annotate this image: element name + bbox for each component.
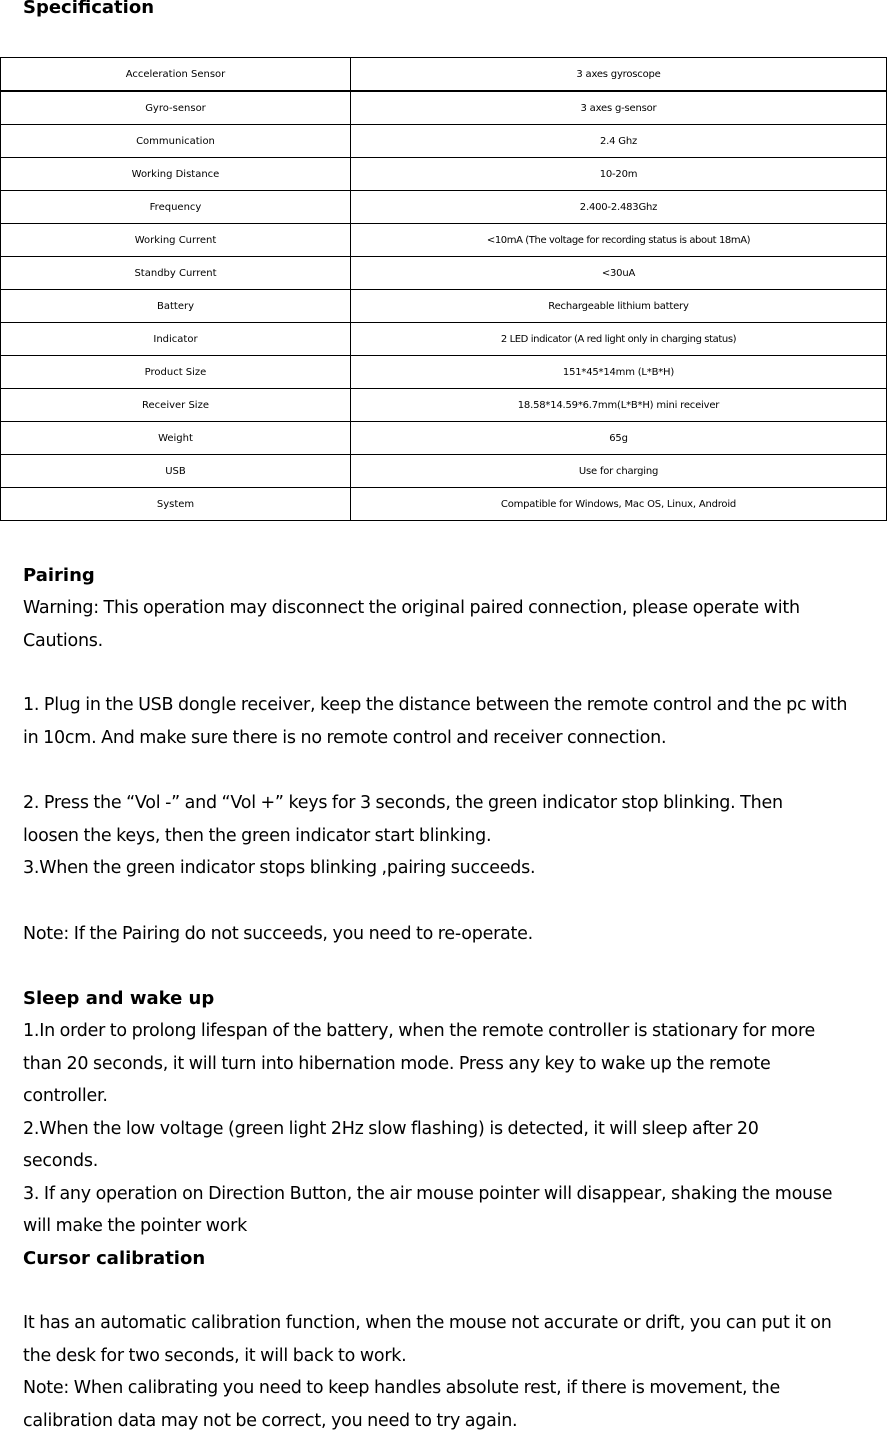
spec-value: 10-20m <box>351 158 887 191</box>
text-line: in 10cm. And make sure there is no remote control and receiver connection. <box>23 722 887 755</box>
table-row <box>1 290 887 323</box>
spec-label: Product Size <box>1 356 351 389</box>
text-line: It has an automatic calibration function, when the mouse not accurate or drift, you can put it on <box>23 1307 887 1340</box>
table-row <box>1 224 887 257</box>
spec-value: 18.58*14.59*6.7mm(L*B*H) mini receiver <box>351 389 887 422</box>
spec-label: Acceleration Sensor <box>1 58 351 92</box>
spec-value: Compatible for Windows, Mac OS, Linux, Android <box>351 488 887 521</box>
spec-label: Frequency <box>1 191 351 224</box>
table-row <box>1 158 887 191</box>
spec-value: <30uA <box>351 257 887 290</box>
specification-heading: Specification <box>23 0 154 19</box>
text-line: controller. <box>23 1080 887 1113</box>
pairing-step-1 <box>23 689 887 754</box>
table-row <box>1 488 887 521</box>
table-row <box>1 389 887 422</box>
spec-label: Battery <box>1 290 351 323</box>
text-line: calibration data may not be correct, you need to try again. <box>23 1405 887 1437</box>
sleep-heading: Sleep and wake up <box>23 988 214 1010</box>
spec-label: Working Distance <box>1 158 351 191</box>
text-line: 3.When the green indicator stops blinking ,pairing succeeds. <box>23 852 887 885</box>
spec-label: Weight <box>1 422 351 455</box>
table-row <box>1 356 887 389</box>
table-row <box>1 257 887 290</box>
spec-value: 2.4 Ghz <box>351 125 887 158</box>
pairing-warning <box>23 592 887 657</box>
table-row <box>1 91 887 125</box>
spec-label: Communication <box>1 125 351 158</box>
text-line: Warning: This operation may disconnect the original paired connection, please operate with <box>23 592 887 625</box>
text-line: will make the pointer work <box>23 1210 887 1243</box>
table-row <box>1 455 887 488</box>
text-line: 3. If any operation on Direction Button, the air mouse pointer will disappear, shaking the mouse <box>23 1178 887 1211</box>
spec-label: Working Current <box>1 224 351 257</box>
table-row <box>1 323 887 356</box>
table-row <box>1 191 887 224</box>
text-line: the desk for two seconds, it will back to work. <box>23 1340 887 1373</box>
specification-table <box>0 57 887 521</box>
pairing-note <box>23 918 887 951</box>
text-line: Note: When calibrating you need to keep handles absolute rest, if there is movement, the <box>23 1372 887 1405</box>
text-line: seconds. <box>23 1145 887 1178</box>
table-row <box>1 125 887 158</box>
text-line: 1.In order to prolong lifespan of the battery, when the remote controller is stationary for more <box>23 1015 887 1048</box>
text-line: 2.When the low voltage (green light 2Hz slow flashing) is detected, it will sleep after 20 <box>23 1113 887 1146</box>
calibration-heading: Cursor calibration <box>23 1248 205 1270</box>
spec-label: Gyro-sensor <box>1 91 351 125</box>
spec-label: System <box>1 488 351 521</box>
pairing-heading: Pairing <box>23 565 95 587</box>
spec-value: 2 LED indicator (A red light only in charging status) <box>351 323 887 356</box>
spec-value: 2.400-2.483Ghz <box>351 191 887 224</box>
spec-label: Standby Current <box>1 257 351 290</box>
spec-label: USB <box>1 455 351 488</box>
table-row <box>1 422 887 455</box>
spec-label: Receiver Size <box>1 389 351 422</box>
spec-value: 3 axes g-sensor <box>351 91 887 125</box>
text-line: 1. Plug in the USB dongle receiver, keep the distance between the remote control and the pc with <box>23 689 887 722</box>
calibration-body <box>23 1307 887 1437</box>
text-line: than 20 seconds, it will turn into hibernation mode. Press any key to wake up the remote <box>23 1048 887 1081</box>
table-row <box>1 58 887 92</box>
text-line: Note: If the Pairing do not succeeds, you need to re-operate. <box>23 918 887 951</box>
pairing-steps-2-3 <box>23 787 887 885</box>
sleep-body <box>23 1015 887 1243</box>
spec-value: 3 axes gyroscope <box>351 58 887 92</box>
spec-label: Indicator <box>1 323 351 356</box>
spec-value: 151*45*14mm (L*B*H) <box>351 356 887 389</box>
spec-value: 65g <box>351 422 887 455</box>
text-line: Cautions. <box>23 625 887 658</box>
text-line: loosen the keys, then the green indicator start blinking. <box>23 820 887 853</box>
spec-value: Use for charging <box>351 455 887 488</box>
spec-value: Rechargeable lithium battery <box>351 290 887 323</box>
text-line: 2. Press the “Vol -” and “Vol +” keys for 3 seconds, the green indicator stop blinking. Then <box>23 787 887 820</box>
spec-value: <10mA (The voltage for recording status is about 18mA) <box>351 224 887 257</box>
